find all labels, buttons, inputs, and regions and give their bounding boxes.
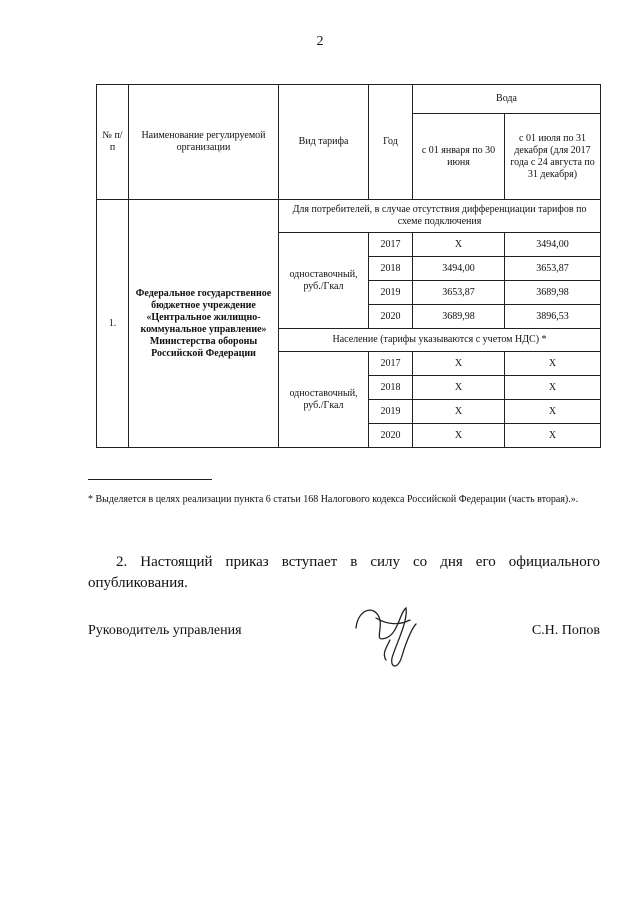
table-header-row — [97, 85, 601, 114]
cell-year: 2017 — [369, 352, 413, 376]
cell-value: Х — [413, 400, 505, 424]
section2-title: Население (тарифы указываются с учетом НДС) * — [279, 329, 601, 352]
header-number: № п/п — [97, 85, 129, 200]
cell-year: 2019 — [369, 281, 413, 305]
row-number: 1. — [97, 200, 129, 448]
signature-mark — [346, 598, 436, 678]
footnote: * Выделяется в целях реализации пункта 6 статьи 168 Налогового кодекса Российской Федерации (часть вторая).». — [88, 494, 579, 505]
header-year: Год — [369, 85, 413, 200]
cell-value: Х — [505, 376, 601, 400]
cell-value: Х — [505, 352, 601, 376]
cell-value: 3653,87 — [413, 281, 505, 305]
cell-year: 2020 — [369, 305, 413, 329]
cell-value: Х — [413, 233, 505, 257]
page-number: 2 — [316, 34, 324, 49]
cell-value: 3689,98 — [505, 281, 601, 305]
cell-value: 3494,00 — [413, 257, 505, 281]
cell-value: Х — [413, 352, 505, 376]
cell-year: 2017 — [369, 233, 413, 257]
tariff-table — [96, 84, 601, 448]
header-water: Вода — [413, 85, 601, 114]
cell-year: 2018 — [369, 376, 413, 400]
header-period-1: с 01 января по 30 июня — [413, 114, 505, 200]
cell-value: 3896,53 — [505, 305, 601, 329]
clause-2: 2. Настоящий приказ вступает в силу со дня его официального опубликования. — [88, 554, 600, 591]
signer-name: С.Н. Попов — [531, 623, 600, 638]
cell-value: Х — [505, 424, 601, 448]
cell-value: Х — [413, 376, 505, 400]
organization-name: Федеральное государственное бюджетное учреждение «Центральное жилищно-коммунальное управление» Министерства обороны Российской Федерации — [129, 200, 279, 448]
cell-year: 2018 — [369, 257, 413, 281]
header-period-2: с 01 июля по 31 декабря (для 2017 года с 24 августа по 31 декабря) — [505, 114, 601, 200]
footnote-divider — [88, 479, 212, 480]
cell-year: 2019 — [369, 400, 413, 424]
header-tariff-type: Вид тарифа — [279, 85, 369, 200]
section1-tariff-type: одноставочный, руб./Гкал — [279, 233, 369, 329]
section2-tariff-type: одноставочный, руб./Гкал — [279, 352, 369, 448]
cell-year: 2020 — [369, 424, 413, 448]
cell-value: 3689,98 — [413, 305, 505, 329]
header-organization: Наименование регулируемой организации — [129, 85, 279, 200]
section1-title-row — [97, 200, 601, 233]
signer-title: Руководитель управления — [88, 623, 242, 638]
cell-value: 3494,00 — [505, 233, 601, 257]
cell-value: Х — [413, 424, 505, 448]
cell-value: 3653,87 — [505, 257, 601, 281]
section1-title: Для потребителей, в случае отсутствия дифференциации тарифов по схеме подключения — [279, 200, 601, 233]
cell-value: Х — [505, 400, 601, 424]
